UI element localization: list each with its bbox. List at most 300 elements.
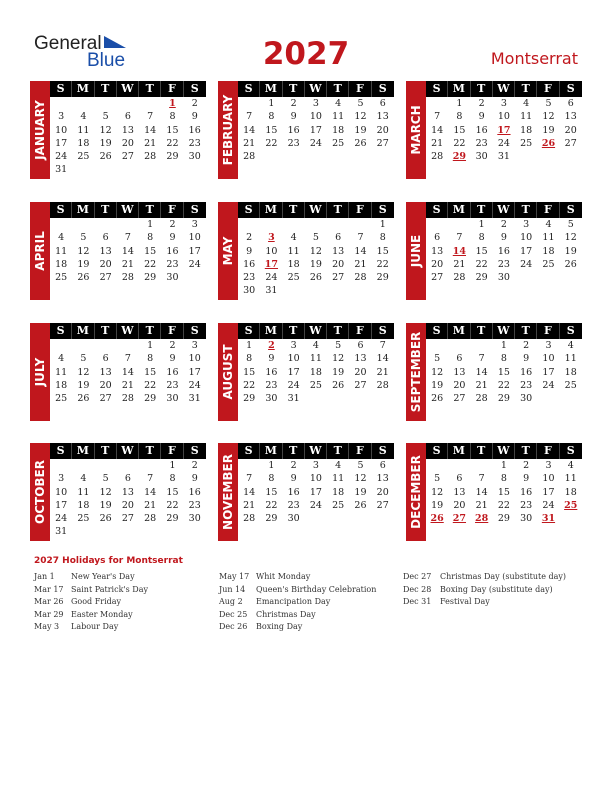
- day-cell: 30: [287, 513, 300, 525]
- month-october: [30, 443, 206, 547]
- week-row: [426, 137, 582, 150]
- day-cell: 18: [55, 258, 68, 270]
- day-cell: 18: [564, 366, 577, 378]
- day-cell: 9: [523, 473, 530, 485]
- day-cell: 18: [332, 124, 345, 136]
- day-cell: [515, 271, 537, 284]
- holiday-date: 17: [264, 258, 279, 270]
- month-name: JULY: [33, 357, 47, 387]
- day-cell: 5: [80, 353, 87, 365]
- day-cell: 6: [335, 232, 342, 244]
- day-cell: 8: [500, 473, 507, 485]
- weekday-label: W: [493, 202, 515, 218]
- day-cell: 20: [564, 124, 577, 136]
- day-cell: [72, 339, 94, 352]
- day-cell: 21: [475, 499, 488, 511]
- day-cell: 15: [265, 124, 278, 136]
- day-cell: [349, 512, 371, 525]
- weekday-label: T: [471, 202, 493, 218]
- holiday-date: 26: [541, 137, 556, 149]
- day-cell: [117, 218, 139, 231]
- week-row: [238, 366, 394, 379]
- day-cell: 8: [478, 232, 485, 244]
- holiday-date: 26: [430, 513, 444, 525]
- day-cell: 11: [309, 353, 322, 365]
- weekday-label: S: [426, 323, 448, 339]
- day-cell: 3: [191, 340, 198, 351]
- day-cell: 17: [542, 366, 555, 378]
- day-cell: 29: [243, 393, 256, 405]
- week-row: [50, 258, 206, 271]
- day-cell: 22: [376, 258, 389, 270]
- day-cell: 25: [55, 393, 68, 405]
- day-cell: 6: [102, 353, 109, 365]
- holiday-date-text: Mar 26: [34, 597, 64, 606]
- weekday-label: M: [72, 323, 94, 339]
- weekday-label: M: [448, 81, 470, 97]
- day-cell: 19: [99, 499, 112, 511]
- day-cell: 17: [287, 366, 300, 378]
- holiday-name: Boxing Day: [256, 622, 303, 631]
- day-cell: 10: [188, 353, 201, 365]
- day-cell: 10: [188, 232, 201, 244]
- day-cell: 31: [287, 393, 300, 405]
- day-cell: 28: [144, 513, 157, 525]
- day-cell: 26: [332, 379, 345, 391]
- day-cell: 26: [431, 393, 444, 405]
- day-cell: 11: [542, 232, 555, 244]
- day-cell: 12: [354, 111, 367, 123]
- weekday-label: W: [493, 443, 515, 459]
- holiday-item: [219, 621, 409, 634]
- week-row: [426, 512, 582, 525]
- week-row: [50, 366, 206, 379]
- weekday-label: T: [139, 323, 161, 339]
- day-cell: [448, 459, 470, 472]
- day-cell: 30: [520, 393, 533, 405]
- logo-general-text: General: [34, 33, 102, 54]
- weekday-label: S: [238, 443, 260, 459]
- day-cell: 19: [564, 245, 577, 257]
- day-cell: [372, 512, 394, 525]
- month-days-grid: [238, 202, 394, 298]
- day-cell: 29: [475, 272, 488, 284]
- day-cell: 2: [523, 460, 530, 471]
- day-cell: 30: [520, 513, 533, 525]
- month-days-grid: [426, 443, 582, 525]
- day-cell: 2: [290, 460, 297, 471]
- day-cell: 7: [147, 111, 154, 123]
- day-cell: 26: [354, 499, 367, 511]
- month-label: [30, 323, 50, 421]
- weekday-label: S: [190, 324, 199, 337]
- day-cell: 9: [290, 473, 297, 485]
- day-cell: [305, 392, 327, 405]
- day-cell: [117, 97, 139, 110]
- day-cell: 28: [354, 272, 367, 284]
- day-cell: [448, 339, 470, 352]
- day-cell: 20: [99, 258, 112, 270]
- day-cell: [349, 392, 371, 405]
- month-days-grid: [50, 202, 206, 284]
- holiday-date: 1: [169, 98, 176, 109]
- day-cell: 10: [309, 473, 322, 485]
- month-name: OCTOBER: [33, 460, 47, 524]
- weekday-label: S: [426, 81, 448, 97]
- week-row: [50, 339, 206, 352]
- holiday-item: [403, 571, 593, 584]
- week-row: [238, 124, 394, 137]
- day-cell: [349, 150, 371, 163]
- day-cell: 11: [564, 473, 577, 485]
- holiday-name: Easter Monday: [71, 609, 133, 619]
- day-cell: 17: [309, 124, 322, 136]
- weekday-label: M: [448, 202, 470, 218]
- day-cell: 19: [332, 366, 345, 378]
- day-cell: 15: [265, 486, 278, 498]
- day-cell: 25: [77, 513, 90, 525]
- month-february: [218, 81, 394, 185]
- day-cell: 1: [379, 219, 386, 230]
- day-cell: [537, 392, 559, 405]
- day-cell: 20: [376, 124, 389, 136]
- day-cell: 17: [188, 366, 201, 378]
- week-row: [426, 499, 582, 512]
- week-row: [426, 486, 582, 499]
- week-row: [238, 258, 394, 271]
- holiday-name: Boxing Day (substitute day): [440, 584, 553, 594]
- holiday-date-text: Mar 17: [34, 584, 64, 594]
- day-cell: 13: [99, 366, 112, 378]
- month-days-grid: [50, 443, 206, 539]
- day-cell: 12: [431, 486, 444, 498]
- day-cell: 2: [500, 219, 507, 230]
- day-cell: [260, 150, 282, 163]
- weekday-header: [50, 202, 206, 218]
- month-november: [218, 443, 394, 547]
- week-row: [238, 392, 394, 405]
- day-cell: 4: [58, 353, 65, 365]
- day-cell: 16: [497, 245, 510, 257]
- holiday-date: 2: [268, 340, 275, 351]
- day-cell: 15: [497, 486, 510, 498]
- day-cell: 23: [287, 137, 300, 149]
- day-cell: 6: [124, 111, 131, 123]
- day-cell: [184, 525, 206, 538]
- day-cell: 30: [475, 151, 488, 163]
- day-cell: 29: [376, 272, 389, 284]
- day-cell: 16: [188, 486, 201, 498]
- day-cell: 10: [55, 124, 68, 136]
- day-cell: 23: [520, 499, 533, 511]
- week-row: [238, 218, 394, 231]
- day-cell: 1: [500, 340, 507, 351]
- holiday-date-text: May 3: [34, 622, 60, 631]
- day-cell: 15: [166, 486, 179, 498]
- day-cell: [161, 525, 183, 538]
- day-cell: 21: [144, 137, 157, 149]
- day-cell: 2: [246, 232, 253, 244]
- day-cell: 9: [290, 111, 297, 123]
- day-cell: 10: [542, 353, 555, 365]
- holiday-date-text: Jun 14: [219, 584, 246, 594]
- week-row: [50, 486, 206, 499]
- weekday-label: S: [50, 81, 72, 97]
- day-cell: [72, 459, 94, 472]
- weekday-label: F: [537, 81, 559, 97]
- week-row: [238, 352, 394, 365]
- day-cell: 31: [497, 151, 510, 163]
- week-row: [50, 97, 206, 110]
- day-cell: 19: [542, 124, 555, 136]
- day-cell: 20: [121, 499, 134, 511]
- holiday-date: 25: [564, 499, 578, 511]
- day-cell: 14: [376, 353, 389, 365]
- day-cell: 8: [379, 232, 386, 244]
- month-label: [406, 202, 426, 300]
- day-cell: 13: [332, 245, 345, 257]
- weekday-header: [50, 81, 206, 97]
- weekday-label: M: [260, 202, 282, 218]
- month-label: [218, 323, 238, 421]
- day-cell: [471, 339, 493, 352]
- weekday-header: [426, 323, 582, 339]
- day-cell: 11: [564, 353, 577, 365]
- day-cell: [560, 271, 582, 284]
- day-cell: 30: [265, 393, 278, 405]
- day-cell: 22: [265, 137, 278, 149]
- day-cell: 16: [287, 486, 300, 498]
- day-cell: 22: [166, 499, 179, 511]
- day-cell: 22: [144, 379, 157, 391]
- week-row: [426, 379, 582, 392]
- day-cell: 13: [376, 111, 389, 123]
- week-row: [50, 271, 206, 284]
- day-cell: 4: [523, 98, 530, 109]
- day-cell: [426, 218, 448, 231]
- month-label: [406, 81, 426, 179]
- weekday-label: S: [238, 202, 260, 218]
- day-cell: 4: [545, 219, 552, 230]
- day-cell: 5: [102, 473, 109, 485]
- day-cell: 26: [77, 272, 90, 284]
- day-cell: 3: [290, 340, 297, 351]
- day-cell: 17: [55, 499, 68, 511]
- month-name: JANUARY: [33, 100, 47, 160]
- weekday-label: W: [493, 323, 515, 339]
- day-cell: 12: [99, 124, 112, 136]
- day-cell: 14: [243, 124, 256, 136]
- day-cell: 18: [520, 124, 533, 136]
- day-cell: [515, 150, 537, 163]
- day-cell: 22: [497, 379, 510, 391]
- day-cell: 28: [243, 513, 256, 525]
- weekday-label: F: [161, 81, 183, 97]
- day-cell: 21: [121, 258, 134, 270]
- day-cell: 12: [564, 232, 577, 244]
- day-cell: 31: [55, 526, 68, 538]
- day-cell: 1: [268, 98, 275, 109]
- day-cell: [305, 218, 327, 231]
- day-cell: 11: [520, 111, 533, 123]
- day-cell: 26: [99, 151, 112, 163]
- day-cell: 29: [166, 151, 179, 163]
- day-cell: 15: [144, 245, 157, 257]
- holiday-date: 3: [268, 232, 275, 244]
- day-cell: 13: [99, 245, 112, 257]
- day-cell: 7: [379, 340, 386, 351]
- day-cell: 25: [309, 379, 322, 391]
- day-cell: 30: [166, 393, 179, 405]
- weekday-label: T: [515, 323, 537, 339]
- weekday-label: S: [426, 202, 448, 218]
- weekday-label: T: [327, 202, 349, 218]
- day-cell: 22: [265, 499, 278, 511]
- weekday-label: F: [161, 202, 183, 218]
- day-cell: 12: [354, 473, 367, 485]
- day-cell: 11: [77, 486, 90, 498]
- day-cell: 7: [456, 232, 463, 244]
- day-cell: 3: [545, 460, 552, 471]
- day-cell: [161, 163, 183, 176]
- day-cell: 29: [265, 513, 278, 525]
- day-cell: 13: [453, 366, 466, 378]
- day-cell: 5: [545, 98, 552, 109]
- day-cell: 1: [246, 340, 253, 351]
- week-row: [50, 499, 206, 512]
- day-cell: 7: [124, 232, 131, 244]
- day-cell: 28: [243, 151, 256, 163]
- holiday-item: [403, 584, 593, 597]
- day-cell: 29: [144, 393, 157, 405]
- day-cell: 16: [243, 258, 256, 270]
- week-row: [238, 472, 394, 485]
- day-cell: [349, 218, 371, 231]
- holiday-column: [219, 571, 409, 634]
- weekday-label: W: [117, 323, 139, 339]
- weekday-label: S: [566, 444, 575, 457]
- weekday-label: T: [471, 323, 493, 339]
- holiday-date: 31: [541, 513, 556, 525]
- day-cell: 21: [475, 379, 488, 391]
- day-cell: [327, 284, 349, 297]
- day-cell: 14: [431, 124, 444, 136]
- weekday-header: [238, 443, 394, 459]
- holiday-column: [403, 571, 593, 609]
- holiday-item: [34, 609, 224, 622]
- month-days-grid: [238, 323, 394, 405]
- weekday-label: T: [471, 81, 493, 97]
- day-cell: 8: [147, 232, 154, 244]
- day-cell: 21: [144, 499, 157, 511]
- week-row: [238, 245, 394, 258]
- month-december: [406, 443, 582, 547]
- week-row: [238, 137, 394, 150]
- day-cell: [95, 525, 117, 538]
- day-cell: 21: [354, 258, 367, 270]
- day-cell: 27: [99, 393, 112, 405]
- day-cell: [537, 150, 559, 163]
- holiday-date-text: Mar 29: [34, 609, 64, 619]
- day-cell: 11: [287, 245, 300, 257]
- day-cell: 21: [453, 258, 466, 270]
- day-cell: [72, 163, 94, 176]
- day-cell: 21: [121, 379, 134, 391]
- holiday-name: Christmas Day (substitute day): [440, 572, 566, 581]
- weekday-label: M: [72, 443, 94, 459]
- day-cell: 22: [453, 137, 466, 149]
- day-cell: [72, 218, 94, 231]
- day-cell: 22: [166, 137, 179, 149]
- day-cell: 19: [431, 379, 444, 391]
- day-cell: [50, 459, 72, 472]
- day-cell: 3: [500, 98, 507, 109]
- day-cell: 16: [166, 245, 179, 257]
- day-cell: 24: [309, 137, 322, 149]
- week-row: [238, 486, 394, 499]
- weekday-header: [426, 202, 582, 218]
- day-cell: 20: [453, 499, 466, 511]
- month-april: [30, 202, 206, 306]
- day-cell: 27: [376, 499, 389, 511]
- day-cell: 27: [376, 137, 389, 149]
- weekday-label: T: [95, 323, 117, 339]
- day-cell: 16: [265, 366, 278, 378]
- day-cell: [327, 150, 349, 163]
- holiday-item: [34, 571, 224, 584]
- day-cell: [327, 218, 349, 231]
- day-cell: 9: [268, 353, 275, 365]
- day-cell: 1: [169, 460, 176, 471]
- weekday-label: M: [72, 81, 94, 97]
- weekday-label: S: [378, 444, 387, 457]
- day-cell: 20: [354, 366, 367, 378]
- weekday-label: T: [471, 443, 493, 459]
- week-row: [426, 245, 582, 258]
- week-row: [50, 525, 206, 538]
- day-cell: 25: [564, 379, 577, 391]
- weekday-label: S: [238, 81, 260, 97]
- holiday-date: 27: [452, 513, 467, 525]
- day-cell: 23: [166, 258, 179, 270]
- day-cell: 10: [497, 111, 510, 123]
- day-cell: 4: [80, 111, 87, 123]
- day-cell: 15: [376, 245, 389, 257]
- weekday-label: T: [95, 202, 117, 218]
- week-row: [50, 231, 206, 244]
- weekday-label: S: [378, 82, 387, 95]
- holiday-date: 17: [497, 124, 511, 136]
- day-cell: 20: [121, 137, 134, 149]
- weekday-label: S: [50, 323, 72, 339]
- day-cell: 14: [354, 245, 367, 257]
- day-cell: 3: [58, 473, 65, 485]
- day-cell: 25: [77, 151, 90, 163]
- weekday-label: T: [327, 81, 349, 97]
- month-september: [406, 323, 582, 427]
- day-cell: 26: [99, 513, 112, 525]
- holiday-date: 29: [452, 151, 467, 163]
- weekday-label: T: [139, 202, 161, 218]
- month-days-grid: [426, 81, 582, 163]
- week-row: [426, 472, 582, 485]
- weekday-header: [50, 443, 206, 459]
- holiday-date-text: Dec 25: [219, 609, 248, 619]
- weekday-label: T: [283, 323, 305, 339]
- day-cell: 14: [144, 486, 157, 498]
- day-cell: 20: [453, 379, 466, 391]
- day-cell: 24: [497, 137, 510, 149]
